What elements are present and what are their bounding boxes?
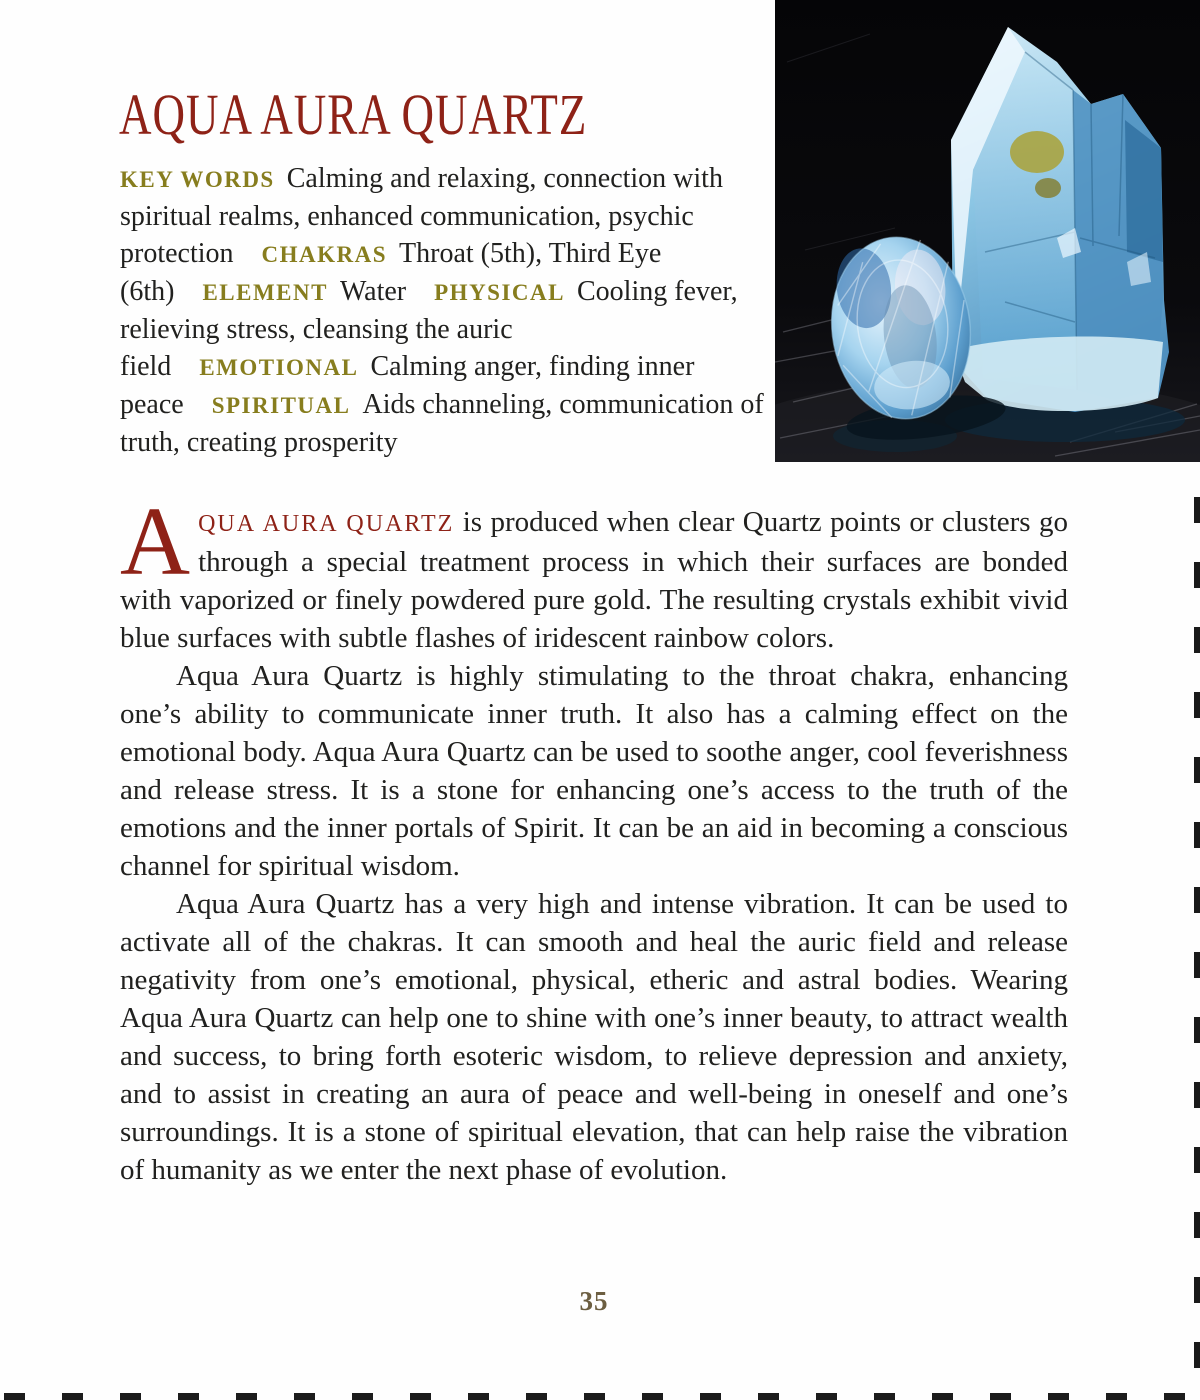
- property-label: PHYSICAL: [434, 280, 565, 305]
- property-label: CHAKRAS: [261, 242, 388, 267]
- property-label: SPIRITUAL: [211, 393, 351, 418]
- scan-edge-marks-right: [1194, 497, 1200, 1400]
- property-spiritual: [120, 389, 764, 458]
- scan-edge-marks-bottom: [4, 1393, 1200, 1400]
- page-title: AQUA AURA QUARTZ: [119, 82, 588, 148]
- property-value: Throat (5th), Third Eye (6th): [120, 238, 662, 307]
- paragraph-3: Aqua Aura Quartz has a very high and intense vibration. It can be used to activate all of the chakras. It can smooth and heal the auric field and release negativity from one’s emotional, physical, etheric and astral bodies. Wearing Aqua Aura Quartz can help one to shine with one’s inner beauty, to attract wealth and success, to bring forth esoteric wisdom, to relieve depression and anxiety, and to assist in creating an aura of peace and well-being in oneself and one’s surroundings. It is a stone of spiritual elevation, that can help raise the vibration of humanity as we enter the next phase of evolution.: [120, 888, 1068, 1186]
- properties-block: [120, 160, 765, 461]
- property-value: Calming and relaxing, connection with spiritual realms, enhanced communication, psychic protection: [120, 163, 723, 269]
- property-value: Water: [339, 276, 407, 307]
- property-label: KEY WORDS: [120, 167, 275, 192]
- paragraph-2: Aqua Aura Quartz is highly stimulating to the throat chakra, enhancing one’s ability to communicate inner truth. It also has a calming effect on the emotional body. Aqua Aura Quartz can be used to soothe anger, cool feverishness and release stress. It is a stone for enhancing one’s access to the truth of the emotions and the inner portals of Spirit. It can be an aid in becoming a conscious channel for spiritual wisdom.: [120, 660, 1068, 882]
- lead-in-small-caps: QUA AURA QUARTZ: [198, 511, 455, 537]
- property-value: Aids channeling, communication of truth, creating prosperity: [120, 389, 764, 458]
- paragraph-1: [120, 488, 1068, 657]
- article-body: [120, 488, 1068, 1189]
- drop-cap: A: [120, 488, 191, 595]
- property-element: [202, 276, 406, 307]
- property-label: ELEMENT: [202, 280, 328, 305]
- property-value: Cooling fever, relieving stress, cleansing the auric field: [120, 276, 738, 382]
- property-label: EMOTIONAL: [199, 355, 359, 380]
- aqua-aura-quartz-photo: [775, 0, 1200, 462]
- crystal-photo-graphic: [775, 0, 1200, 462]
- paragraph-text: is produced when clear Quartz points or clusters go through a special treatment process in which their surfaces are bonded with vaporized or finely powdered pure gold. The resulting crystals exhibit vivid blue surfaces with subtle flashes of iridescent rainbow colors.: [120, 506, 1068, 654]
- property-value: Calming anger, finding inner peace: [120, 351, 695, 420]
- page-number: 35: [579, 1286, 609, 1316]
